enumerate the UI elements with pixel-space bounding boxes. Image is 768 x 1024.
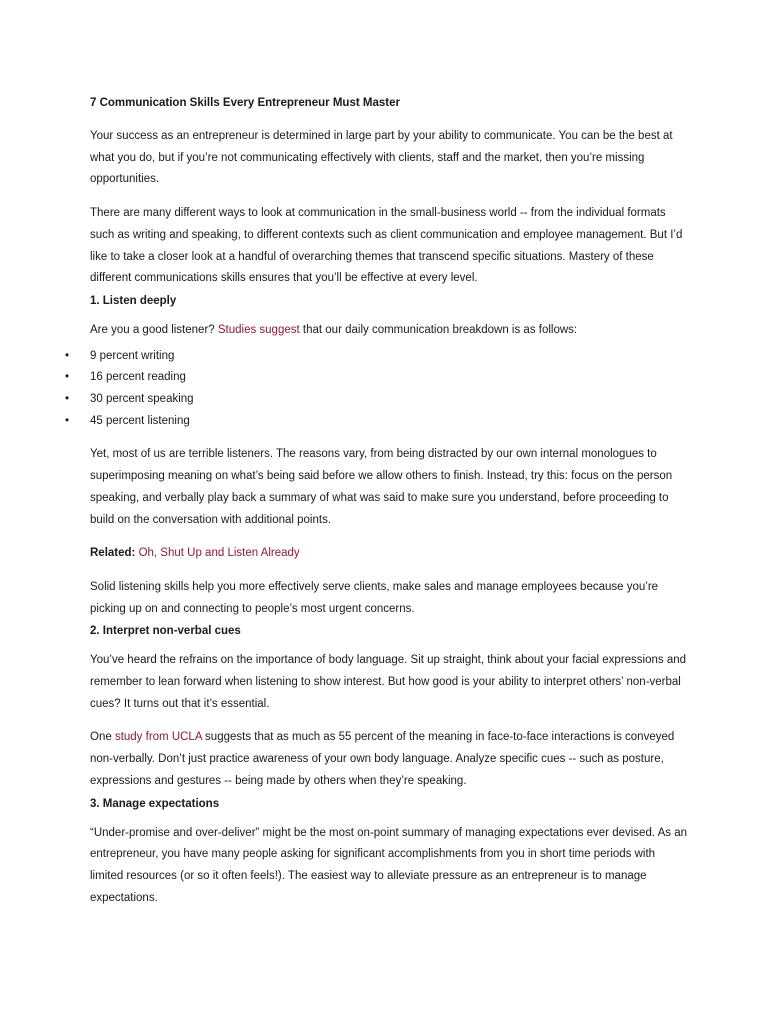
ucla-study-link[interactable]: study from UCLA: [114, 731, 202, 744]
intro-paragraph-1: Your success as an entrepreneur is determined in large part by your ability to communicate. You can be the best at what you do, but if you’re not communicating effectively with clients, staff and the market, then you’re missing opportunities.: [90, 130, 673, 186]
text-span: suggests that as much as 55 percent of the meaning in face-to-face interactions is conveyed non-verbally. Don’t just practice awareness of your own body language. Analyze specific cues -- such as posture, expressions and gestures -- being made by others when they’re speaking.: [90, 731, 675, 787]
listening-paragraph: [90, 320, 690, 342]
text-span: that our daily communication breakdown is as follows:: [299, 323, 578, 336]
studies-suggest-link[interactable]: Studies suggest: [217, 323, 300, 336]
document-page: [65, 96, 690, 921]
text-span: One: [90, 731, 115, 744]
listening-skills-paragraph: Solid listening skills help you more effectively serve clients, make sales and manage employees because you’re picking up on and connecting to people’s most urgent concerns.: [90, 580, 659, 615]
bullet-icon: •: [65, 414, 70, 427]
list-item-text: 30 percent speaking: [90, 393, 194, 406]
list-item: [65, 367, 690, 389]
expectations-paragraph: “Under-promise and over-deliver” might be the most on-point summary of managing expectations ever devised. As an entrepreneur, you have many people asking for significant accomplishments from you in short time periods with limited resources (or so it often feels!). The easiest way to alleviate pressure as an entrepreneur is to manage expectations.: [90, 826, 688, 904]
list-item: [65, 346, 690, 368]
list-item: [65, 389, 690, 411]
list-item-text: 9 percent writing: [90, 349, 175, 362]
body-language-paragraph: You’ve heard the refrains on the importance of body language. Sit up straight, think about your facial expressions and remember to lean forward when listening to show interest. But how good is your ability to interpret others’ non-verbal cues? It turns out that it’s essential.: [90, 654, 687, 710]
list-item: [65, 411, 690, 433]
section-heading-expectations: 3. Manage expectations: [90, 797, 220, 810]
list-item-text: 45 percent listening: [90, 414, 190, 427]
text-span: Are you a good listener?: [90, 323, 218, 336]
bullet-icon: •: [65, 349, 70, 362]
intro-paragraph-2: There are many different ways to look at communication in the small-business world -- from the individual formats such as writing and speaking, to different contexts such as client communication and employee management. But I’d like to take a closer look at a handful of overarching themes that transcend specific situations. Mastery of these different communications skills ensures that you’ll be effective at every level.: [90, 207, 683, 285]
bullet-icon: •: [65, 371, 70, 384]
section-heading-listen: 1. Listen deeply: [90, 294, 177, 307]
section-heading-nonverbal: 2. Interpret non-verbal cues: [90, 625, 241, 638]
document-title: 7 Communication Skills Every Entrepreneur Must Master: [90, 97, 400, 109]
terrible-listeners-paragraph: Yet, most of us are terrible listeners. The reasons vary, from being distracted by our own internal monologues to superimposing meaning on what’s being said before we allow others to finish. Instead, try this: focus on the person speaking, and verbally play back a summary of what was said to make sure you understand, before proceeding to build on the conversation with additional points.: [90, 448, 673, 526]
related-label: Related:: [90, 547, 136, 560]
ucla-paragraph: [90, 727, 690, 792]
related-article-link[interactable]: Oh, Shut Up and Listen Already: [138, 547, 300, 560]
related-line: [90, 543, 690, 565]
communication-breakdown-list: [65, 346, 690, 433]
list-item-text: 16 percent reading: [90, 371, 186, 384]
bullet-icon: •: [65, 393, 70, 406]
